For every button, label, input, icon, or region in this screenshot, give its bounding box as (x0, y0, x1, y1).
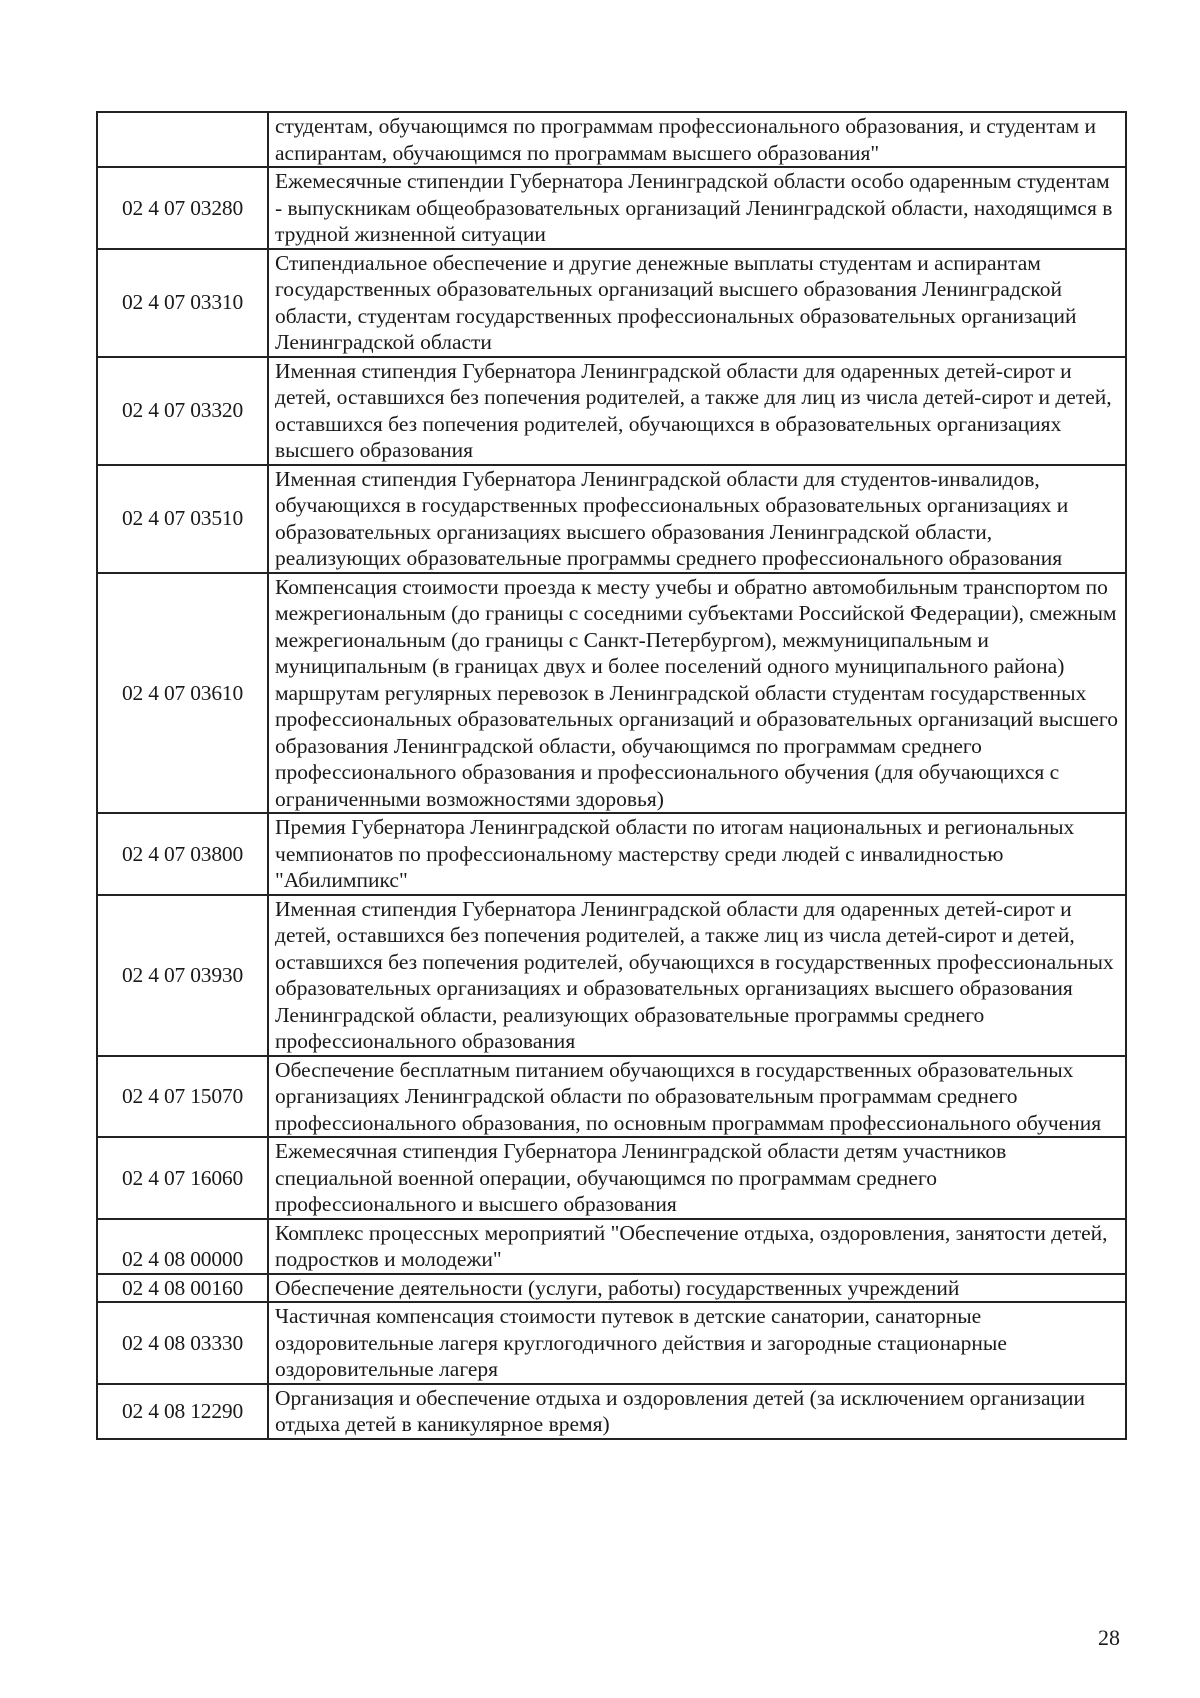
row-code (97, 112, 268, 167)
row-code: 02 4 08 00160 (97, 1274, 268, 1303)
row-description: Организация и обеспечение отдыха и оздоровления детей (за исключением организации отдыха детей в каникулярное время) (268, 1384, 1126, 1439)
row-code: 02 4 07 03310 (97, 249, 268, 357)
row-description: Ежемесячная стипендия Губернатора Ленинградской области детям участников специальной военной операции, обучающимся по программам среднего профессионального и высшего образования (268, 1137, 1126, 1219)
row-code: 02 4 07 03610 (97, 573, 268, 814)
table-row (97, 1219, 1126, 1274)
row-description: Премия Губернатора Ленинградской области по итогам национальных и региональных чемпионатов по профессиональному мастерству среди людей с инвалидностью "Абилимпикс" (268, 813, 1126, 895)
row-code: 02 4 08 03330 (97, 1302, 268, 1384)
table-row (97, 167, 1126, 249)
row-description: Комплекс процессных мероприятий "Обеспечение отдыха, оздоровления, занятости детей, подростков и молодежи" (268, 1219, 1126, 1274)
table-row (97, 357, 1126, 465)
row-description: Частичная компенсация стоимости путевок в детские санатории, санаторные оздоровительные лагеря круглогодичного действия и загородные стационарные оздоровительные лагеря (268, 1302, 1126, 1384)
row-description: Именная стипендия Губернатора Ленинградской области для студентов-инвалидов, обучающихся в государственных профессиональных образовательных организациях и образовательных организациях высшего образования Ленинградской области, реализующих образовательные программы среднего профессионального образования (268, 465, 1126, 573)
table-row (97, 895, 1126, 1056)
row-code: 02 4 07 16060 (97, 1137, 268, 1219)
table-row (97, 1384, 1126, 1439)
table-row (97, 573, 1126, 814)
row-description: студентам, обучающимся по программам профессионального образования, и студентам и аспирантам, обучающимся по программам высшего образования" (268, 112, 1126, 167)
row-code: 02 4 08 12290 (97, 1384, 268, 1439)
row-description: Именная стипендия Губернатора Ленинградской области для одаренных детей-сирот и детей, оставшихся без попечения родителей, а также лиц из числа детей-сирот и детей, оставшихся без попечения родителей, обучающихся в государственных профессиональных образовательных организациях и образовательных организациях высшего образования Ленинградской области, реализующих образовательные программы среднего профессионального образования (268, 895, 1126, 1056)
row-description: Компенсация стоимости проезда к месту учебы и обратно автомобильным транспортом по межрегиональным (до границы с соседними субъектами Российской Федерации), смежным межрегиональным (до границы с Санкт-Петербургом), межмуниципальным и муниципальным (в границах двух и более поселений одного муниципального района) маршрутам регулярных перевозок в Ленинградской области студентам государственных профессиональных образовательных организаций и образовательных организаций высшего образования Ленинградской области, обучающимся по программам среднего профессионального образования и профессионального обучения (для обучающихся с ограниченными возможностями здоровья) (268, 573, 1126, 814)
row-code: 02 4 07 15070 (97, 1056, 268, 1138)
row-description: Обеспечение деятельности (услуги, работы) государственных учреждений (268, 1274, 1126, 1303)
table-row (97, 249, 1126, 357)
row-code: 02 4 07 03800 (97, 813, 268, 895)
row-description: Именная стипендия Губернатора Ленинградской области для одаренных детей-сирот и детей, оставшихся без попечения родителей, а также для лиц из числа детей-сирот и детей, оставшихся без попечения родителей, обучающихся в образовательных организациях высшего образования (268, 357, 1126, 465)
row-description: Обеспечение бесплатным питанием обучающихся в государственных образовательных организациях Ленинградской области по образовательным программам среднего профессионального образования, по основным программам профессионального обучения (268, 1056, 1126, 1138)
row-description: Стипендиальное обеспечение и другие денежные выплаты студентам и аспирантам государственных образовательных организаций высшего образования Ленинградской области, студентам государственных профессиональных образовательных организаций Ленинградской области (268, 249, 1126, 357)
row-code: 02 4 07 03320 (97, 357, 268, 465)
page-number: 28 (1098, 1625, 1120, 1650)
row-code: 02 4 07 03280 (97, 167, 268, 249)
table-row (97, 1302, 1126, 1384)
table-row (97, 112, 1126, 167)
table-row (97, 1274, 1126, 1303)
table-row (97, 465, 1126, 573)
row-code: 02 4 07 03930 (97, 895, 268, 1056)
table-row (97, 813, 1126, 895)
table-row (97, 1056, 1126, 1138)
row-code: 02 4 08 00000 (97, 1219, 268, 1274)
row-code: 02 4 07 03510 (97, 465, 268, 573)
table-row (97, 1137, 1126, 1219)
row-description: Ежемесячные стипендии Губернатора Ленинградской области особо одаренным студентам - выпускникам общеобразовательных организаций Ленинградской области, находящимся в трудной жизненной ситуации (268, 167, 1126, 249)
budget-code-table (96, 111, 1127, 1440)
